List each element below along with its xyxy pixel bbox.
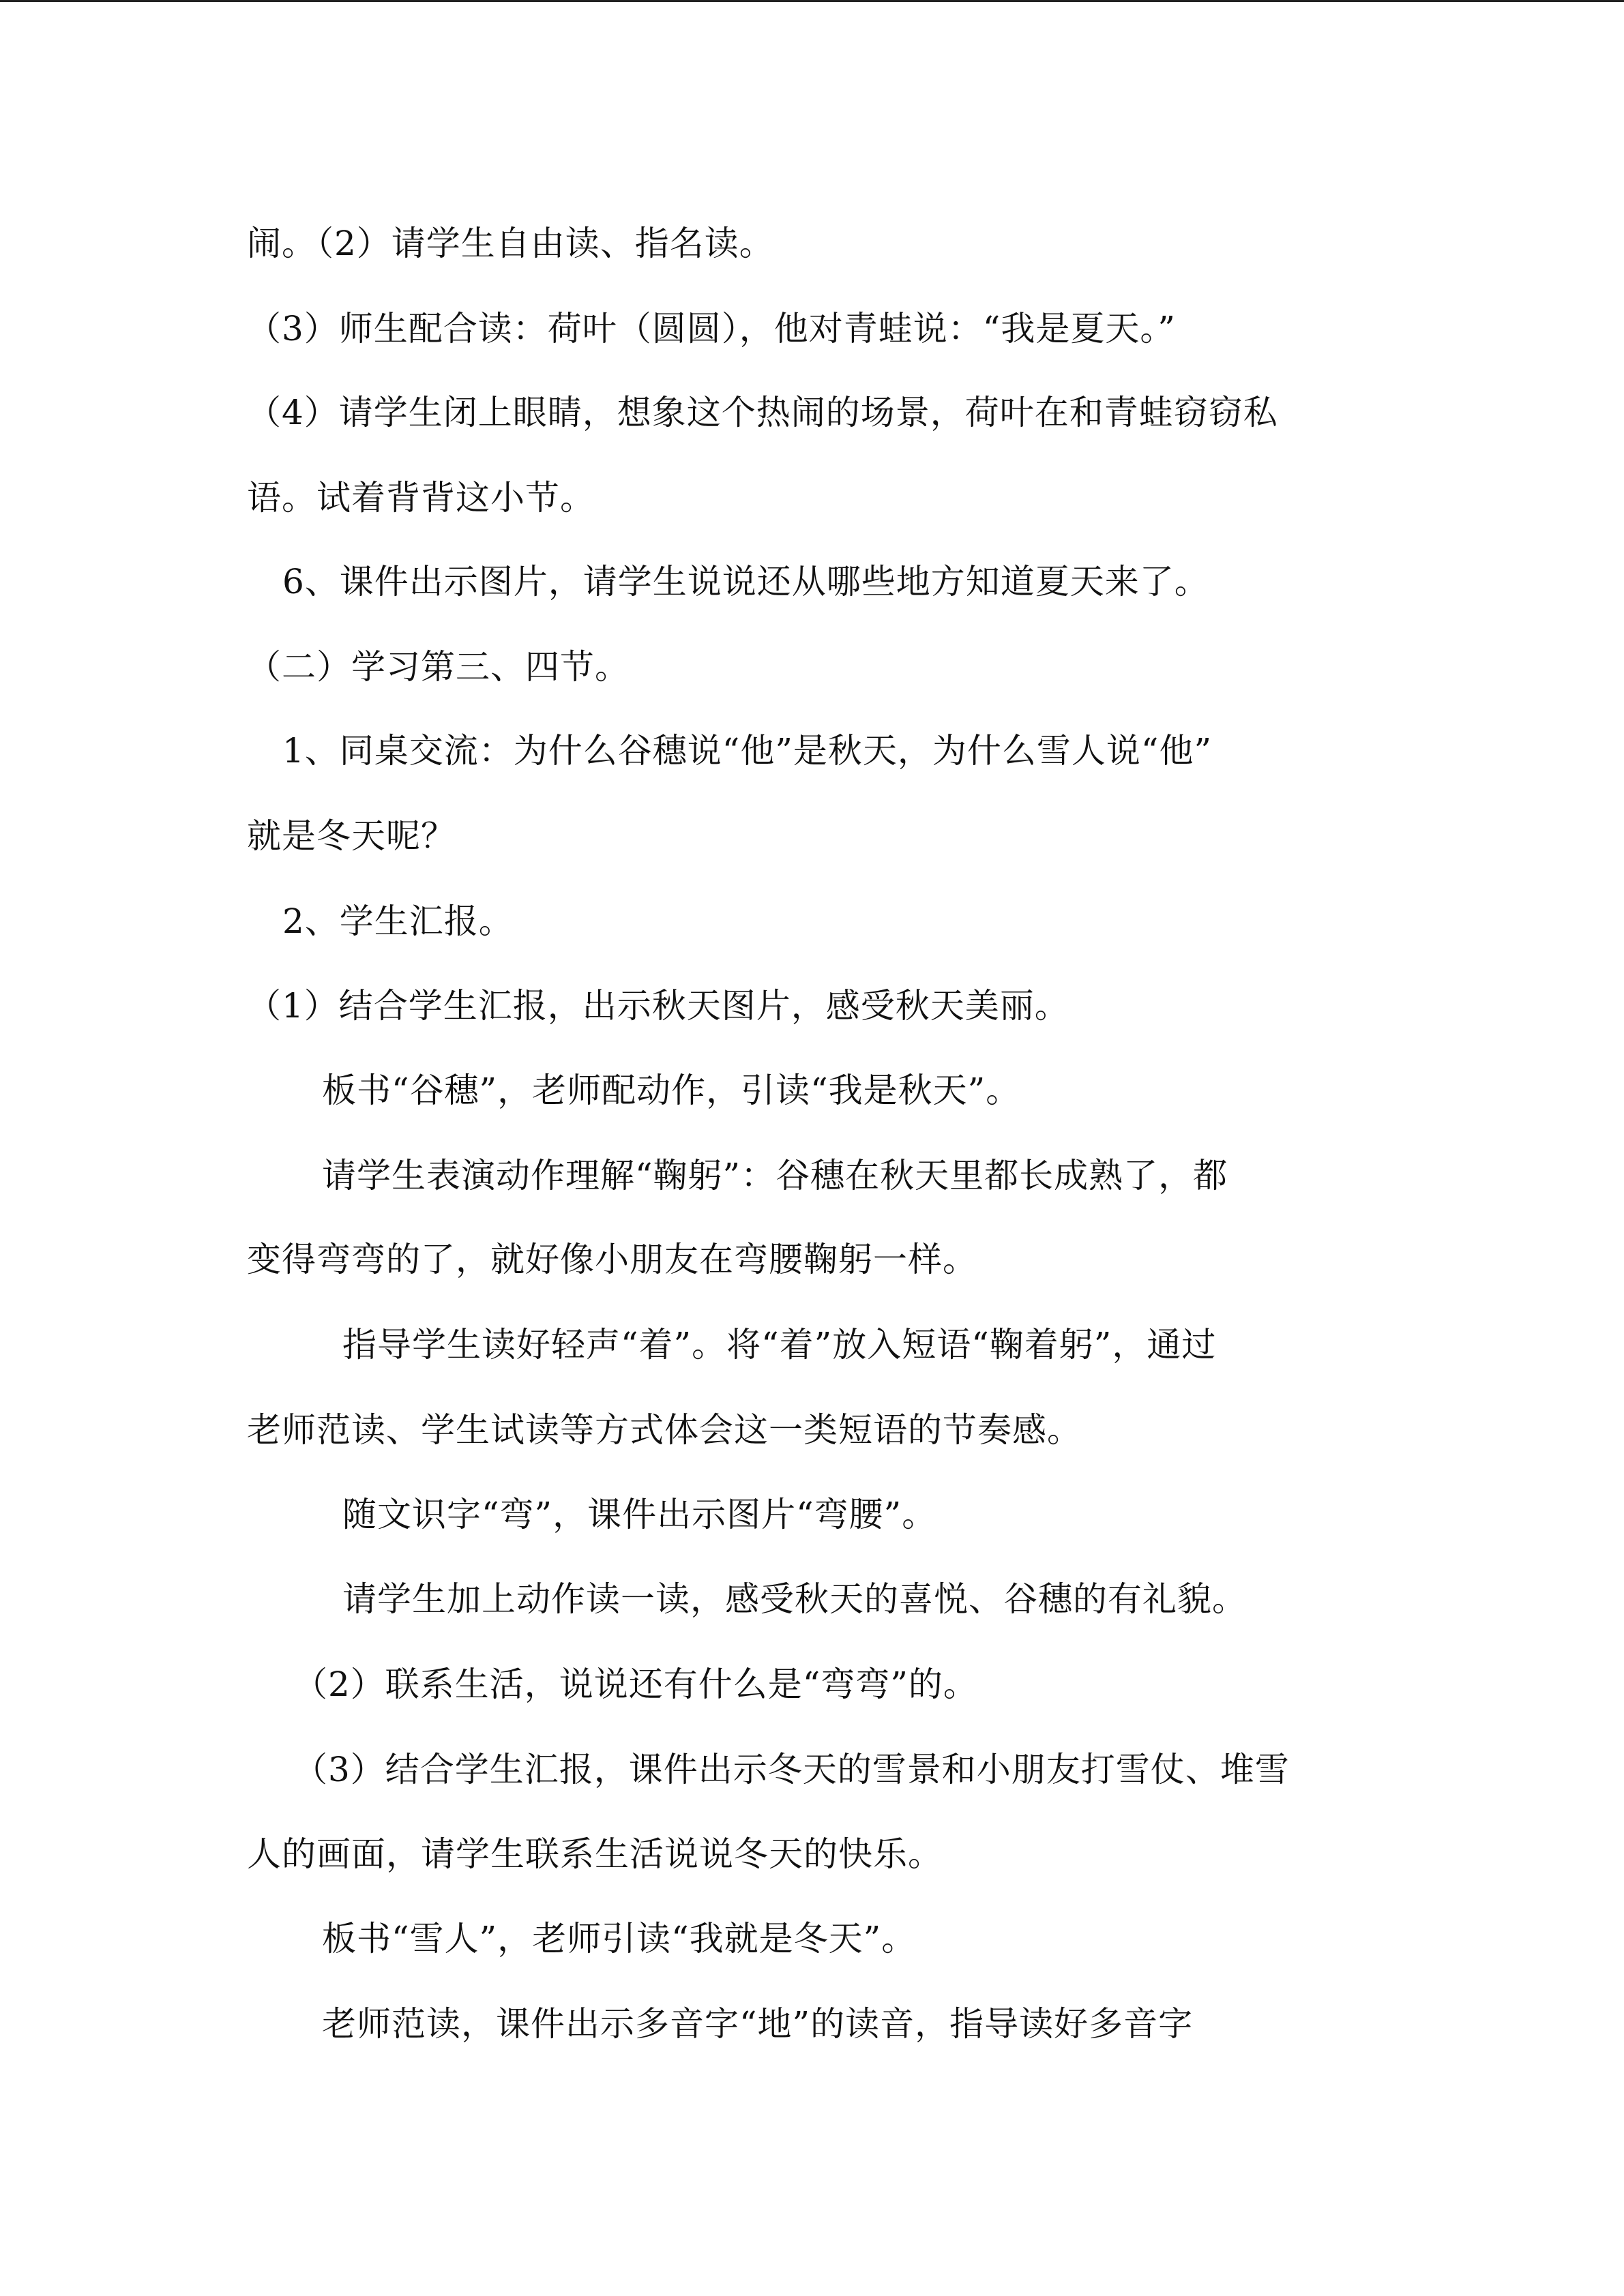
text-line: 请学生表演动作理解“鞠躬”：谷穗在秋天里都长成熟了，都: [322, 1156, 1228, 1195]
text-line: （二）学习第三、四节。: [247, 647, 630, 687]
text-line: 老师范读、学生试读等方式体会这一类短语的节奏感。: [247, 1410, 1082, 1450]
text-line: 变得弯弯的了，就好像小朋友在弯腰鞠躬一样。: [247, 1240, 977, 1279]
text-line: （1）结合学生汇报，出示秋天图片，感受秋天美丽。: [247, 986, 1069, 1026]
text-line: 1、同桌交流：为什么谷穗说“他”是秋天，为什么雪人说“他”: [282, 731, 1213, 771]
text-line: （3）结合学生汇报，课件出示冬天的雪景和小朋友打雪仗、堆雪: [293, 1750, 1290, 1789]
text-line: 随文识字“弯”，课件出示图片“弯腰”。: [342, 1495, 937, 1534]
text-line: 语。试着背背这小节。: [247, 478, 595, 518]
text-line: （2）联系生活，说说还有什么是“弯弯”的。: [293, 1665, 978, 1704]
text-line: 指导学生读好轻声“着”。将“着”放入短语“鞠着躬”，通过: [342, 1325, 1217, 1365]
text-line: 请学生加上动作读一读，感受秋天的喜悦、谷穗的有礼貌。: [342, 1579, 1247, 1619]
text-line: 人的画面，请学生联系生活说说冬天的快乐。: [247, 1834, 943, 1874]
text-line: （3）师生配合读：荷叶（圆圆），他对青蛙说：“我是夏天。”: [247, 309, 1176, 348]
text-line: 板书“雪人”，老师引读“我就是冬天”。: [322, 1919, 917, 1958]
text-line: 2、学生汇报。: [282, 901, 514, 941]
text-line: （4）请学生闭上眼睛，想象这个热闹的场景，荷叶在和青蛙窃窃私: [247, 393, 1278, 432]
text-line: 板书“谷穗”，老师配动作，引读“我是秋天”。: [322, 1071, 1021, 1110]
text-line: 就是冬天呢？: [247, 816, 456, 856]
text-line: 6、课件出示图片，请学生说说还从哪些地方知道夏天来了。: [282, 562, 1209, 601]
text-line: 老师范读，课件出示多音字“地”的读音，指导读好多音字: [322, 2004, 1194, 2044]
text-line: 闹。（2）请学生自由读、指名读。: [247, 224, 774, 263]
